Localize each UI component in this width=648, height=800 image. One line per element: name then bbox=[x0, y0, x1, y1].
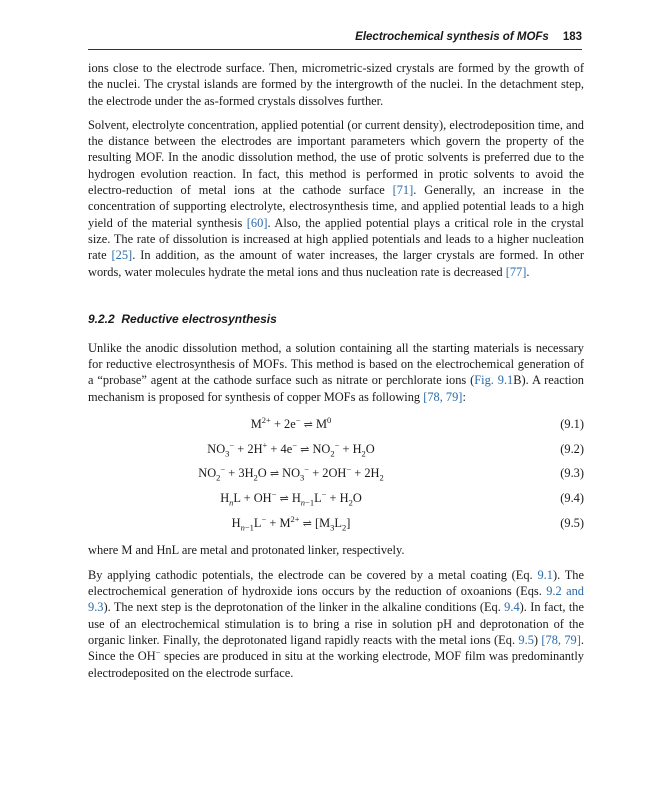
text: Unlike the anodic dissolution method, a solution containing all the starting materials is necessary for reductive electrosynthesis of MOFs. This method is based on the electrochemical generation of a “probase” agent at the cathode surface such as nitrate or perchlorate ions ( bbox=[88, 340, 584, 388]
paragraph-1: ions close to the electrode surface. Then, micrometric-sized crystals are formed by the growth of the nuclei. The crystal islands are formed by the intergrowth of the nuclei. In the detachment step, the electrode under the as-formed crystals dissolves further. bbox=[88, 61, 584, 108]
text: ). In fact, the use of an electrochemical stimulation is to bring a rise in solution pH and deprotonation of the organic linker. Finally, the deprotonated ligand rapidly reacts with the metal ions (Eq. bbox=[88, 600, 584, 647]
citation-link[interactable]: [78, 79] bbox=[423, 389, 463, 404]
text: . Also, the applied potential plays a critical role in the crystal size. The rate of dissolution is increased at high applied potentials and leads to a higher nucleation rate bbox=[88, 215, 585, 263]
equation-formula: $H_{n-1}L^- + M^{2+}$ ⇌ $[M_3L_2]$ bbox=[231, 513, 351, 533]
text: B). A reaction mechanism is proposed for synthesis of copper MOFs as following bbox=[88, 373, 584, 404]
equation-formula: $M^{2+} + 2e^-$ ⇌ $M^0$ bbox=[250, 414, 332, 432]
text: ). The electrochemical generation of hydroxide ions occurs by the reduction of oxoanions (Eqs. bbox=[88, 567, 584, 599]
figure-link[interactable]: Fig. 9.1 bbox=[474, 373, 514, 388]
text: ). The next step is the deprotonation of the linker in the alkaline conditions (Eq. bbox=[103, 600, 505, 615]
paragraph-3 bbox=[88, 340, 584, 405]
equation-9-5 bbox=[88, 512, 584, 537]
equation-9-1 bbox=[88, 413, 584, 438]
equation-link[interactable]: 9.2 and 9.3 bbox=[88, 584, 584, 615]
text: Solvent, electrolyte concentration, applied potential (or current density), electrodeposition time, and the distance between the electrodes are important parameters which govern the property of the resulting MOF. In the anodic dissolution method, the use of protic solvents is preferred due to the hydrogen evolution reaction. In fact, this method is performed in protic solvents to avoid the electro-reduction of metal ions at the cathode surface bbox=[88, 117, 584, 198]
text: species are produced in situ at the working electrode, MOF film was predominantly electrodeposited on the electrode surface. bbox=[88, 649, 584, 680]
equation-number: (9.1) bbox=[560, 417, 584, 432]
equation-9-3 bbox=[88, 462, 584, 487]
equation-number: (9.2) bbox=[560, 441, 584, 456]
equation-formula: $H_nL + OH^-$ ⇌ $H_{n-1}L^- + H_2O$ bbox=[220, 488, 362, 508]
citation-link[interactable]: [71] bbox=[392, 183, 414, 198]
equation-number: (9.5) bbox=[560, 515, 584, 530]
equations bbox=[88, 413, 584, 536]
running-title: Electrochemical synthesis of MOFs bbox=[355, 31, 549, 43]
equation-link[interactable]: 9.5 bbox=[518, 632, 534, 647]
section-number: 9.2.2 bbox=[88, 311, 115, 326]
page-body bbox=[88, 60, 584, 689]
equation-formula: $NO_2^- + 3H_2O$ ⇌ $NO_3^- + 2OH^- + 2H_2$ bbox=[198, 464, 384, 483]
paragraph-5: By applying cathodic potentials, the electrode can be covered by a metal coating (Eq. 9.1). The electrochemical generation of hydroxide ions occurs by the reduction of oxoanions (Eqs. 9.2 and 9.3). The next step is the deprotonation of the linker in the alkaline conditions (Eq. 9.4). In fact, the use of an electrochemical stimulation is to bring a rise in solution pH and deprotonation of the organic linker. Finally, the deprotonated ligand rapidly reacts with the metal ions (Eq. 9.5) [78, 79]. Since the OH− species are produced in situ at the working electrode, MOF film was predominantly electrodeposited on the electrode surface. bbox=[88, 567, 584, 680]
equation-link[interactable]: 9.4 bbox=[504, 600, 520, 615]
equation-number: (9.3) bbox=[560, 466, 584, 481]
equation-number: (9.4) bbox=[560, 491, 584, 506]
running-header bbox=[88, 31, 582, 50]
equation-9-2 bbox=[88, 438, 584, 463]
equation-9-4 bbox=[88, 487, 584, 512]
text: By applying cathodic potentials, the electrode can be covered by a metal coating (Eq. bbox=[88, 567, 538, 582]
section-title: Reductive electrosynthesis bbox=[121, 311, 277, 326]
text: . In addition, as the amount of water increases, the larger crystals are formed. In other words, water molecules hydrate the metal ions and thus nucleation rate is decreased bbox=[88, 248, 584, 279]
text: ) bbox=[533, 632, 542, 647]
text: . Since the OH bbox=[88, 632, 584, 664]
citation-link[interactable]: [25] bbox=[111, 248, 133, 263]
text: . Generally, an increase in the concentration of supporting electrolyte, electrosynthesis time, and applied potential leads to a high yield of the material synthesis bbox=[88, 183, 585, 230]
equation-link[interactable]: 9.1 bbox=[537, 567, 553, 582]
citation-link[interactable]: [78, 79] bbox=[541, 632, 581, 647]
text: : bbox=[462, 389, 466, 404]
paragraph-2 bbox=[88, 117, 584, 280]
paragraph-4: where M and HnL are metal and protonated linker, respectively. bbox=[88, 543, 405, 558]
citation-link[interactable]: [60] bbox=[246, 215, 268, 230]
page-number: 183 bbox=[562, 31, 582, 43]
citation-link[interactable]: [77] bbox=[505, 264, 527, 279]
section-heading bbox=[88, 312, 584, 326]
text: . bbox=[526, 264, 530, 279]
equation-formula: $NO_3^- + 2H^+ + 4e^-$ ⇌ $NO_2^- + H_2O$ bbox=[207, 439, 375, 459]
